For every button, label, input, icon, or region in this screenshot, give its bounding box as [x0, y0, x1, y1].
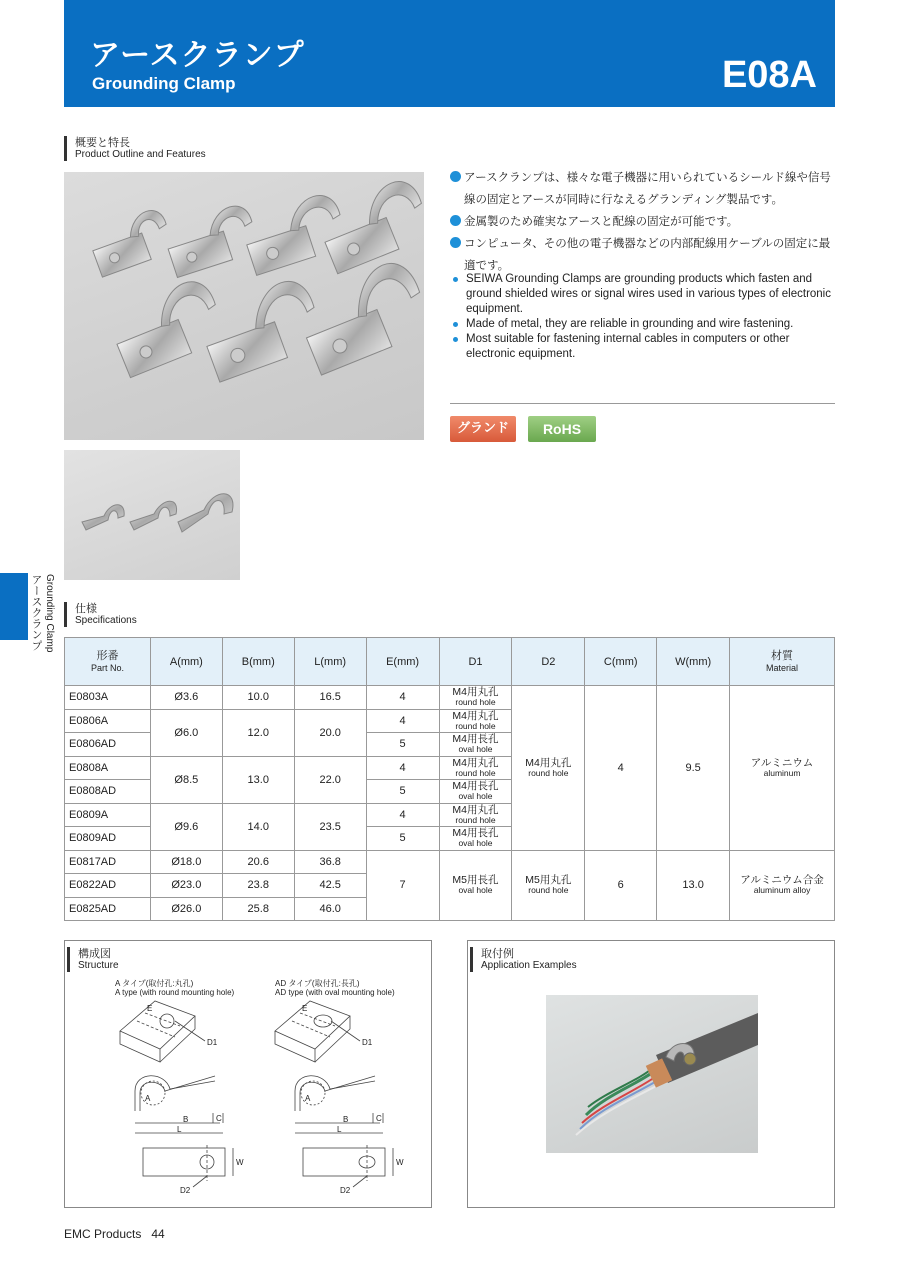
structure-heading-jp: 構成図 — [78, 947, 111, 960]
label-e: E — [147, 1004, 153, 1013]
feature-en-item: SEIWA Grounding Clamps are grounding products which fasten and ground shielded wires or signal wires used in various types of electronic equipment. — [452, 272, 835, 317]
application-box — [467, 940, 835, 1208]
cell-b: 13.0 — [222, 756, 294, 803]
cell-b: 25.8 — [222, 897, 294, 921]
specs-heading-jp: 仕様 — [75, 602, 97, 615]
feature-jp-item: コンピュータ、その他の電子機器などの内部配線用ケーブルの固定に最適です。 — [450, 232, 835, 276]
page-footer — [64, 1227, 165, 1241]
application-heading-en: Application Examples — [481, 960, 577, 971]
cell-d1: M4用長孔 oval hole — [439, 827, 512, 851]
side-label — [30, 574, 56, 652]
cell-b: 12.0 — [222, 709, 294, 756]
structure-heading-en: Structure — [78, 960, 119, 971]
cell-b: 20.6 — [222, 850, 294, 874]
cell-d1: M4用丸孔 round hole — [439, 756, 512, 780]
cell-a: Ø26.0 — [150, 897, 222, 921]
cell-e: 4 — [366, 756, 439, 780]
label-l: L — [177, 1125, 182, 1134]
cell-a: Ø9.6 — [150, 803, 222, 850]
label-b: B — [183, 1115, 189, 1124]
page-number: 44 — [151, 1227, 165, 1241]
cell-e: 4 — [366, 803, 439, 827]
part-no: E0808A — [65, 756, 151, 780]
part-no: E0809A — [65, 803, 151, 827]
part-no: E0817AD — [65, 850, 151, 874]
outline-heading-en: Product Outline and Features — [75, 149, 206, 160]
cell-w: 9.5 — [657, 686, 730, 851]
side-label-en: Grounding Clamp — [44, 574, 55, 653]
col-w: W(mm) — [657, 638, 730, 686]
part-no: E0808AD — [65, 780, 151, 804]
cell-a: Ø6.0 — [150, 709, 222, 756]
feature-jp-item: アースクランプは、様々な電子機器に用いられているシールド線や信号線の固定とアースが同時に行なえるグランディング製品です。 — [450, 166, 835, 210]
label-e: E — [302, 1004, 308, 1013]
cell-e: 5 — [366, 733, 439, 757]
cell-d2: M4用丸孔 round hole — [512, 686, 585, 851]
col-a: A(mm) — [150, 638, 222, 686]
cable-illustration — [546, 995, 758, 1153]
structure-drawing — [65, 941, 431, 1207]
feature-en-item: Most suitable for fastening internal cables in computers or other electronic equipment. — [452, 332, 835, 362]
cell-material: アルミニウム aluminum — [730, 686, 835, 851]
label-c: C — [376, 1114, 382, 1123]
cell-b: 10.0 — [222, 686, 294, 710]
cell-c: 6 — [585, 850, 657, 921]
cell-c: 4 — [585, 686, 657, 851]
a-type-label: A タイプ(取付孔:丸孔) A type (with round mounting hole) — [115, 979, 235, 997]
page-header — [64, 0, 835, 107]
col-c: C(mm) — [585, 638, 657, 686]
page-subtitle: Grounding Clamp — [92, 74, 236, 93]
cell-d1: M4用丸孔 round hole — [439, 803, 512, 827]
cell-e: 5 — [366, 827, 439, 851]
label-d1: D1 — [362, 1038, 373, 1047]
application-heading-jp: 取付例 — [481, 947, 514, 960]
col-e: E(mm) — [366, 638, 439, 686]
application-heading — [470, 947, 577, 972]
cell-e: 4 — [366, 686, 439, 710]
clamps-illustration — [64, 172, 424, 440]
cell-d2: M5用丸孔 round hole — [512, 850, 585, 921]
cell-e: 5 — [366, 780, 439, 804]
side-tab — [0, 573, 28, 640]
col-d2: D2 — [512, 638, 585, 686]
page-title: アースクランプ — [90, 38, 305, 73]
outline-heading — [64, 136, 206, 161]
label-d2: D2 — [340, 1186, 351, 1195]
label-d1: D1 — [207, 1038, 218, 1047]
cell-b: 14.0 — [222, 803, 294, 850]
col-d1: D1 — [439, 638, 512, 686]
cell-l: 36.8 — [294, 850, 366, 874]
label-l: L — [337, 1125, 342, 1134]
part-no: E0809AD — [65, 827, 151, 851]
cell-l: 22.0 — [294, 756, 366, 803]
part-no: E0822AD — [65, 874, 151, 898]
label-d2: D2 — [180, 1186, 191, 1195]
cell-l: 42.5 — [294, 874, 366, 898]
label-w: W — [396, 1158, 404, 1167]
cell-l: 23.5 — [294, 803, 366, 850]
spec-table — [64, 637, 835, 921]
label-c: C — [216, 1114, 222, 1123]
feature-jp-item: 金属製のため確実なアースと配線の固定が可能です。 — [450, 210, 835, 232]
ground-badge: グランド — [450, 416, 516, 442]
divider — [450, 403, 835, 404]
label-a: A — [145, 1094, 151, 1103]
col-material: 材質 Material — [730, 638, 835, 686]
clamps-side-illustration — [64, 450, 240, 580]
table-row — [65, 686, 835, 710]
part-no: E0806AD — [65, 733, 151, 757]
cell-w: 13.0 — [657, 850, 730, 921]
cell-a: Ø23.0 — [150, 874, 222, 898]
cell-e: 7 — [366, 850, 439, 921]
cell-l: 46.0 — [294, 897, 366, 921]
feature-en-item: Made of metal, they are reliable in grounding and wire fastening. — [452, 317, 835, 332]
side-label-jp: アースクランプ — [30, 574, 43, 651]
rohs-badge: RoHS — [528, 416, 596, 442]
cell-material: アルミニウム合金 aluminum alloy — [730, 850, 835, 921]
cell-a: Ø18.0 — [150, 850, 222, 874]
cell-l: 20.0 — [294, 709, 366, 756]
col-part: 形番 Part No. — [65, 638, 151, 686]
label-w: W — [236, 1158, 244, 1167]
col-b: B(mm) — [222, 638, 294, 686]
cell-d1: M4用長孔 oval hole — [439, 733, 512, 757]
cell-e: 4 — [366, 709, 439, 733]
table-row — [65, 850, 835, 874]
footer-text: EMC Products — [64, 1227, 142, 1241]
part-no: E0803A — [65, 686, 151, 710]
cell-a: Ø8.5 — [150, 756, 222, 803]
table-header-row — [65, 638, 835, 686]
cell-l: 16.5 — [294, 686, 366, 710]
product-photo-side — [64, 450, 240, 580]
cell-d1: M5用長孔 oval hole — [439, 850, 512, 921]
product-code: E08A — [721, 54, 817, 96]
product-photo — [64, 172, 424, 440]
part-no: E0825AD — [65, 897, 151, 921]
features-en-list — [452, 272, 835, 362]
specs-heading — [64, 602, 137, 627]
ad-type-label: AD タイプ(取付孔:長孔) AD type (with oval mounting hole) — [275, 979, 395, 997]
label-a: A — [305, 1094, 311, 1103]
col-l: L(mm) — [294, 638, 366, 686]
cell-d1: M4用丸孔 round hole — [439, 686, 512, 710]
part-no: E0806A — [65, 709, 151, 733]
outline-heading-jp: 概要と特長 — [75, 136, 130, 149]
features-jp-list — [450, 166, 835, 276]
application-photo — [546, 995, 758, 1153]
cell-a: Ø3.6 — [150, 686, 222, 710]
cell-b: 23.8 — [222, 874, 294, 898]
label-b: B — [343, 1115, 349, 1124]
structure-box — [64, 940, 432, 1208]
cell-d1: M4用長孔 oval hole — [439, 780, 512, 804]
specs-heading-en: Specifications — [75, 615, 137, 626]
cell-d1: M4用丸孔 round hole — [439, 709, 512, 733]
